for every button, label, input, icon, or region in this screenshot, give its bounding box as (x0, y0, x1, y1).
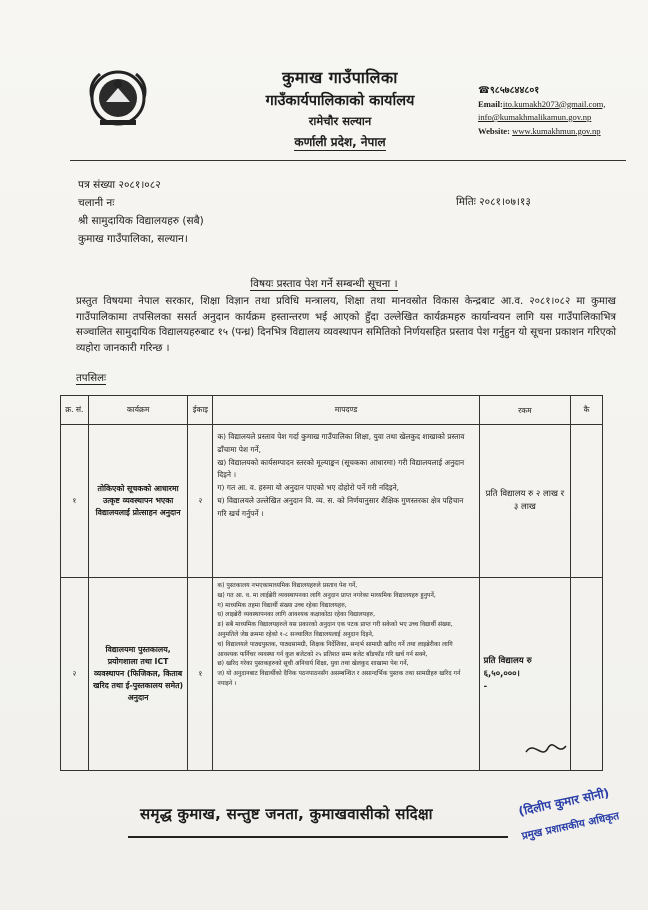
phone-number: ☎९८५७८४४८०१ (478, 85, 540, 96)
table-header-row (61, 396, 603, 425)
letterhead-center (220, 66, 460, 151)
letter-body: प्रस्तुत विषयमा नेपाल सरकार, शिक्षा विज्ञान तथा प्रविधि मन्त्रालय, शिक्षा तथा मानवस्रोत विकास केन्द्रबाट आ.व. २०८१।०८२ मा कुमाख गाउँपालिकामा तपसिलका ससर्त अनुदान कार्यक्रम हस्तान्तरण भई आएको हुँदा उल्लेखित कार्यक्रमहरु कार्यान्वयन लागि यस गाउँपालिकाभित्र सञ्चालित सामुदायिक विद्यालयहरुबाट १५ (पन्ध्र) दिनभित्र विद्यालय व्यवस्थापन समितिको निर्णयसहित प्रस्ताव पेश गर्नुहुन यो सूचना प्रकाशन गरिएको व्यहोरा जानकारी गरिन्छ । (76, 296, 616, 354)
criteria-item: ख) गत आ. व. मा लाईब्रेरी व्यवस्थापनका लागि अनुदान प्राप्त नगरेका माध्यमिक विद्यालयहरु हुनुपर्ने, (217, 591, 436, 599)
tapsil-label: तपसिलः (76, 370, 106, 385)
email-link-1[interactable]: ito.kumakh2073@gmail.com, (502, 98, 606, 109)
row-amount-dash: - (483, 681, 488, 692)
footer-motto: समृद्ध कुमाख, सन्तुष्ट जनता, कुमाखवासीको सदिक्षा (140, 805, 433, 823)
email-label: Email: (478, 98, 503, 109)
header-amount: रकम (479, 396, 570, 425)
row-sn: २ (61, 578, 89, 771)
letter-meta (78, 176, 204, 248)
nepal-government-emblem-icon (78, 62, 158, 128)
row-program: विद्यालयमा पुस्तकालय, प्रयोगशाला तथा ICT व्यवस्थापन (फिजिकल, किताब खरिद तथा ई-पुस्तकालय समेत) अनुदान (88, 578, 188, 771)
criteria-item: क) पुस्तकालय नभएकामाध्यमिक विद्यालयहरुले प्रस्ताव पेश गर्ने, (217, 582, 358, 589)
criteria-item: ग) गत आ. व. हरुमा यो अनुदान पाएको भए दोहोरो पर्ने गरी नदिइने, (217, 483, 400, 493)
table-row (61, 425, 603, 578)
criteria-item: च) विद्यालयले पाठ्यपुस्तक, पाठ्यसामग्री, शिक्षक निर्देशिका, सन्दर्भ सामाग्री खरिद गर्ने तथा लाइब्रेरीका लागि आवश्यक फर्निचर व्यवस्था गर्न कुल बजेटको २५ प्रतिशत सम्म बजेट बाँडफाँड गरि खर्च गर्न सक्ने, (217, 640, 453, 658)
criteria-item: छ) खरिद गरेका पुस्तकहरुको सूची अनिवार्य शिक्षा, युवा तथा खेलकुद शाखामा पेश गर्ने, (217, 660, 409, 668)
org-name: कुमाख गाउँपालिका (282, 68, 398, 87)
criteria-item: ख) विद्यालयको कार्यसम्पादन स्तरको मूल्याङ्कन (सूचकका आधारमा) गरी विद्यालयलाई अनुदान दिइने । (217, 457, 465, 480)
footer-rule (128, 836, 508, 838)
contact-block (478, 84, 644, 138)
row-extra (571, 425, 603, 578)
chalani-number: चलानी नः (78, 197, 115, 209)
office-place: रामेचौर सल्यान (308, 114, 372, 128)
header-extra: कै (571, 396, 603, 425)
row-amount-value: प्रति विद्यालय रु ६,५०,०००। (483, 655, 532, 679)
patra-sankhya: पत्र संख्या २०८१।०८२ (78, 179, 161, 191)
subject-line (0, 277, 648, 291)
subject-text: विषयः प्रस्ताव पेश गर्ने सम्बन्धी सूचना । (250, 278, 398, 290)
row-criteria (213, 578, 479, 771)
criteria-item: घ) विद्यालयले उल्लेखित अनुदान वि. व्य. स. को निर्णयानुसार शैक्षिक गुणस्तरका क्षेत्र पहिचान गरि खर्च गर्नुपर्ने । (217, 495, 464, 518)
header-sn: क्र. सं. (61, 396, 89, 425)
header-unit: ईकाइ (188, 396, 213, 425)
signature-stamp (508, 738, 638, 848)
signature-title: प्रमुख प्रशासकीय अधिकृत (520, 810, 621, 843)
header-program: कार्यक्रम (88, 396, 188, 425)
row-sn: १ (61, 425, 89, 578)
row-unit: १ (188, 578, 213, 771)
office-name: गाउँकार्यपालिकाको कार्यालय (265, 93, 415, 109)
program-table (60, 395, 603, 771)
recipient-line-2: कुमाख गाउँपालिका, सल्यान। (78, 233, 188, 245)
website-label: Website: (478, 125, 510, 136)
letter-date: मितिः २०८१।०७।१३ (456, 196, 531, 208)
handwritten-signature (526, 745, 566, 752)
criteria-item: घ) लाइब्रेरी व्यवस्थापनका लागि आवश्यक कक्षाकोठा रहेका विद्यालयहरु, (217, 611, 376, 619)
criteria-item: ङ) सबै माध्यमिक विद्यालयहरुले यस प्रकारको अनुदान एक पटक प्राप्त गरी सकेको भए उच्च विद्यार्थी संख्या, अनुमतिले जेष्ठ क्रममा रहेको १-८ सञ्चालित विद्यालयलाई अनुदान दिइने, (217, 621, 453, 638)
header-criteria: मापदण्ड (213, 396, 479, 425)
recipient-line-1: श्री सामुदायिक विद्यालयहरु (सबै) (78, 215, 204, 227)
email-link-2[interactable]: info@kumakhmalikamun.gov.np (478, 112, 592, 122)
signature-name: (दिलीप कुमार सोनी) (517, 785, 611, 819)
row-amount: प्रति विद्यालय रु २ लाख र ३ लाख (479, 425, 570, 578)
row-program: तोकिएको सूचकको आधारमा उत्कृष्ट व्यवस्थापन भएका विद्यालयलाई प्रोत्साहन अनुदान (88, 425, 188, 578)
website-link[interactable]: www.kumakhmun.gov.np (512, 125, 601, 136)
criteria-item: ज) यो अनुदानबाट विद्यार्थीको दैनिक पठनपाठनसँग असम्बन्धित र असान्दर्भिक पुस्तक तथा सामग्रीहरु खरिद गर्न नपाइने । (217, 670, 461, 687)
row-unit: २ (188, 425, 213, 578)
office-province: कर्णाली प्रदेश, नेपाल (294, 135, 386, 149)
criteria-item: ग) माध्यमिक तहमा विद्यार्थी संख्या उच्च रहेका विद्यालयहरु, (217, 601, 347, 609)
criteria-item: क) विद्यालयले प्रस्ताव पेश गर्दा कुमाख गाउँपालिका शिक्षा, युवा तथा खेलकुद शाखाको प्रस्ताव ढाँचामा पेश गर्ने, (217, 432, 465, 454)
row-criteria (213, 425, 479, 578)
header-divider (70, 160, 626, 161)
